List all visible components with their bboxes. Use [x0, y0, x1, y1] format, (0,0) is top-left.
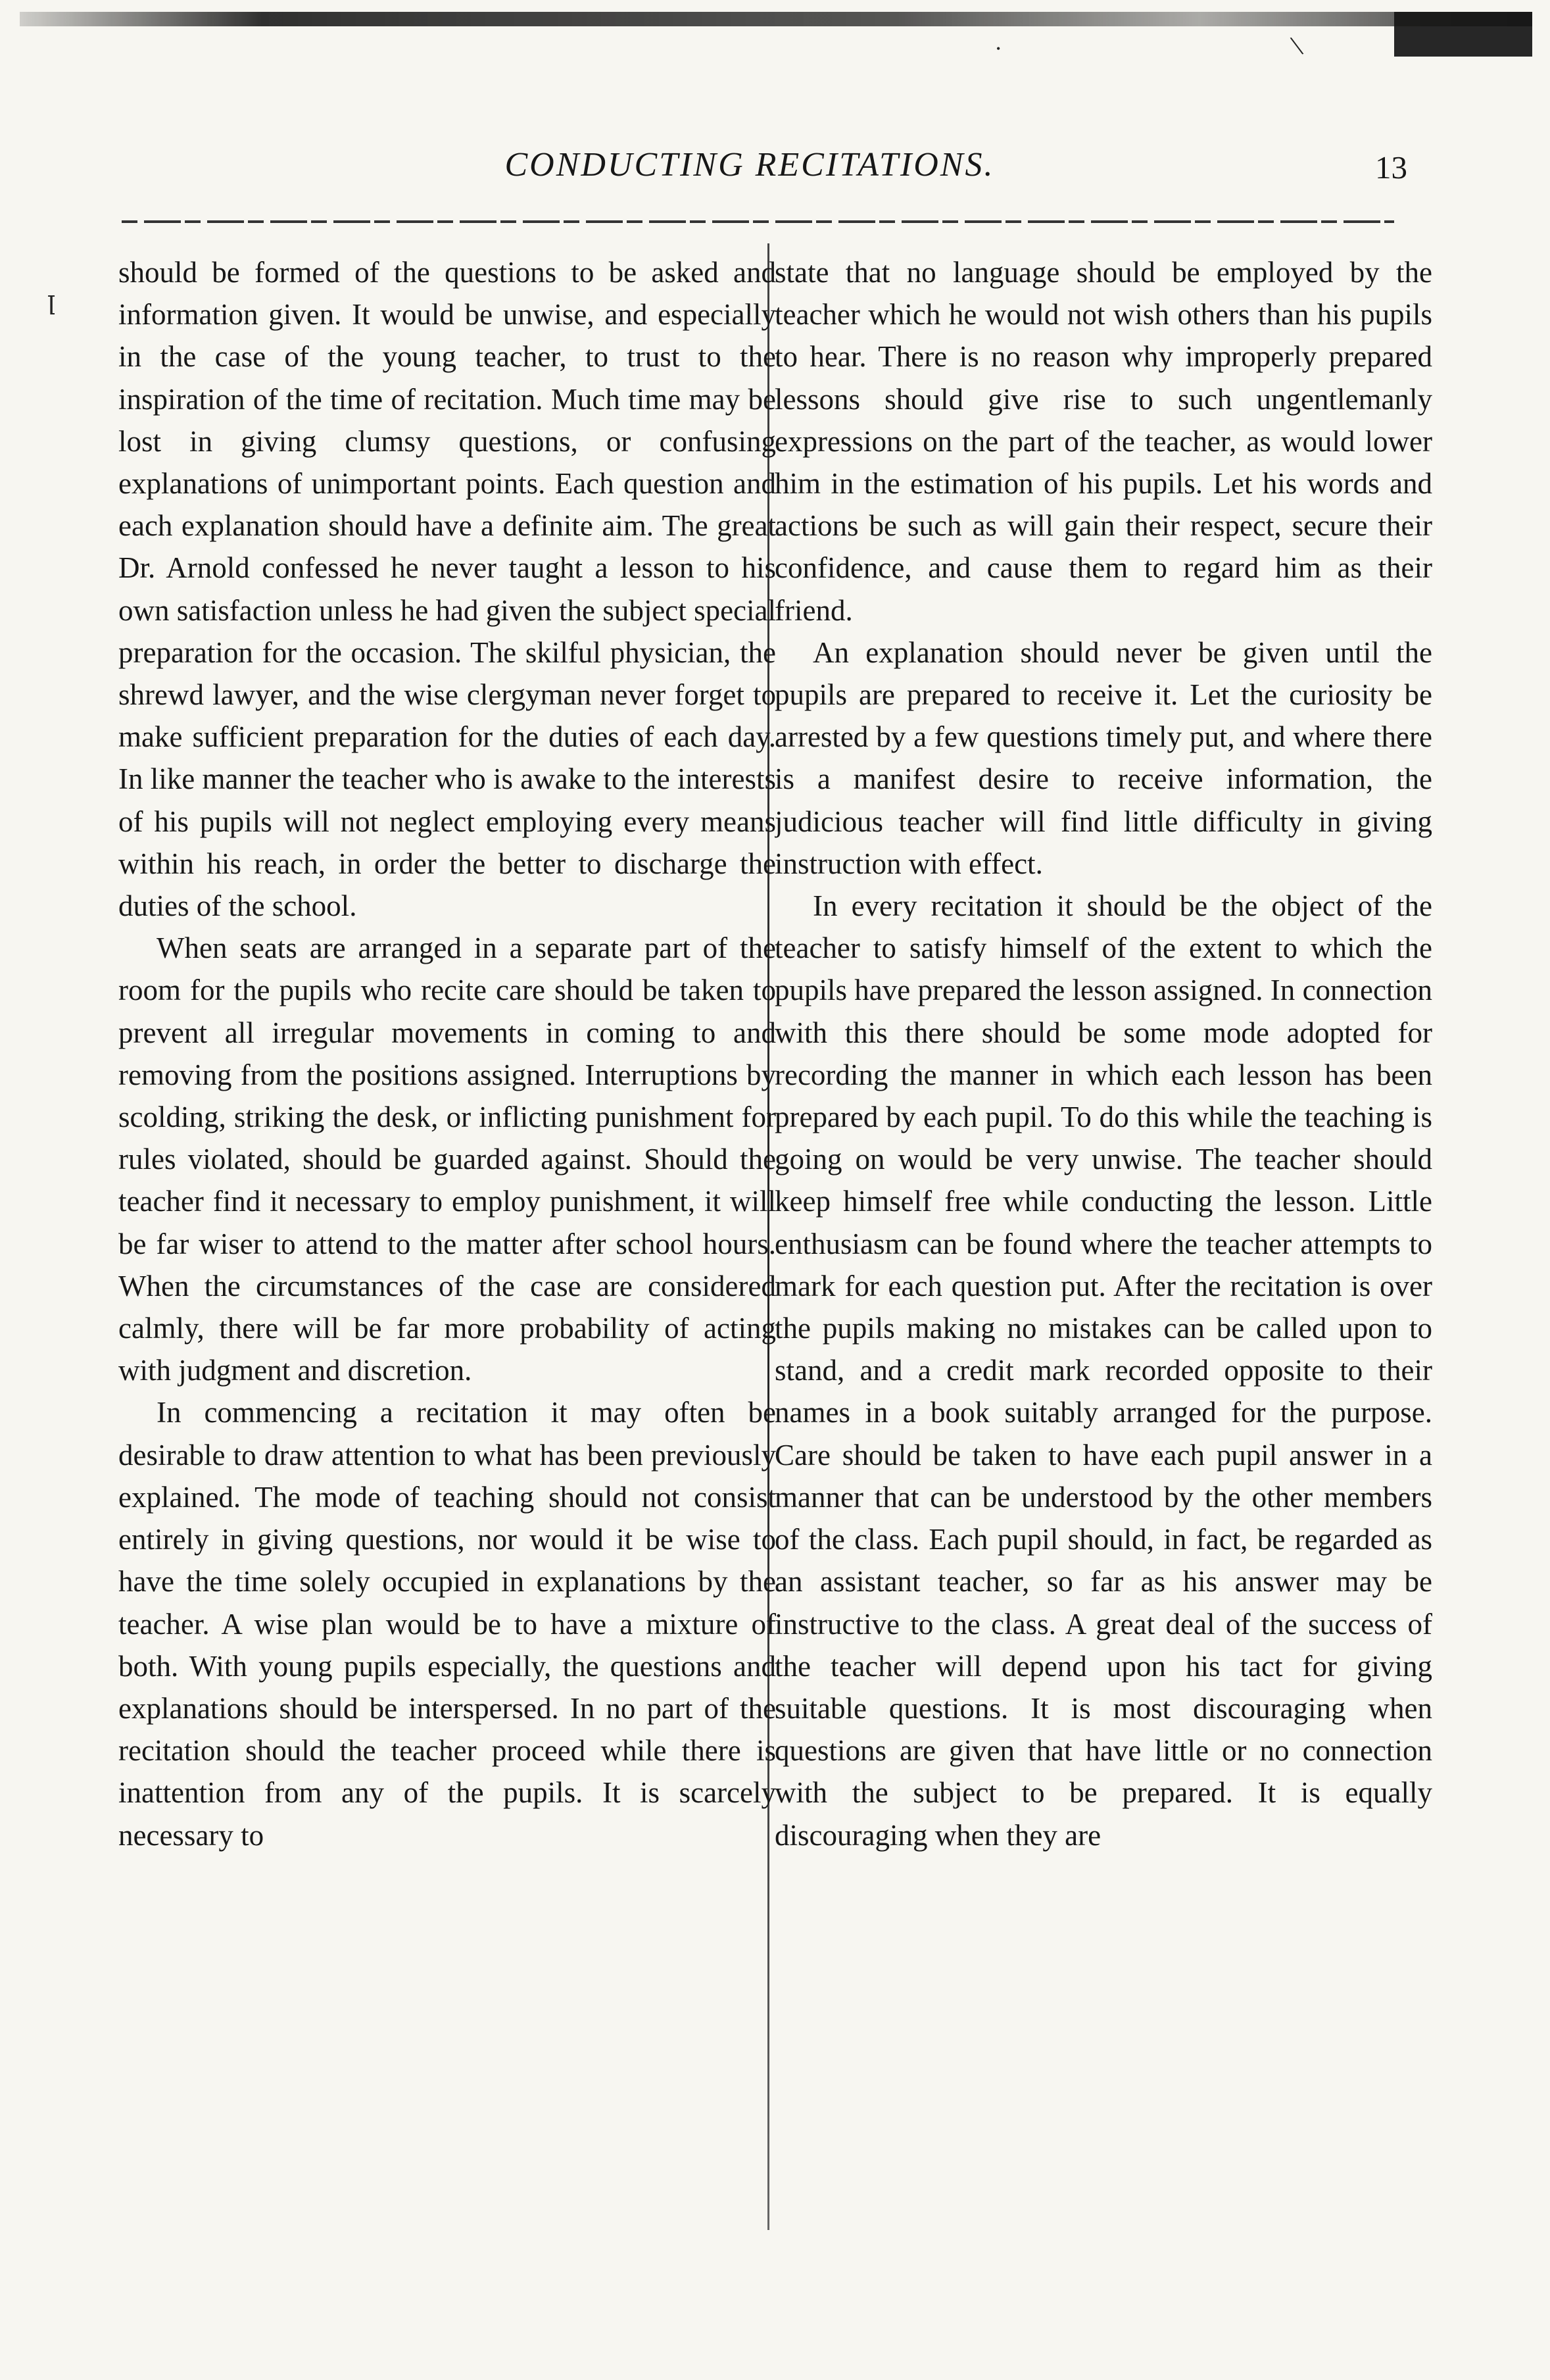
right-paragraph-1: state that no language should be employed by the teacher which he would not wish others than his pupils to hear. There is no reason why improperly prepared lessons should give rise to such ungentlemanly expressions on the part of the teacher, as would lower him in the estimation of his pupils. Let his words and actions be such as will gain their respect, secure their confidence, and cause them to regard him as their friend.: [775, 256, 1432, 627]
page-number: 13: [1375, 149, 1407, 186]
running-title: CONDUCTING RECITATIONS.: [504, 146, 995, 184]
scanned-top-border: [20, 12, 1532, 26]
right-paragraph-3: In every recitation it should be the object of the teacher to satisfy himself of the extent to which the pupils have prepared the lesson assigned. In connection with this there should be some mode adopted for recording the manner in which each lesson has been prepared by each pupil. To do this while the teaching is going on would be very unwise. The teacher should keep himself free while conducting the lesson. Little enthusiasm can be found where the teacher attempts to mark for each question put. After the recitation is over the pupils making no mistakes can be called upon to stand, and a credit mark recorded opposite to their names in a book suitably arranged for the purpose. Care should be taken to have each pupil answer in a manner that can be understood by the other members of the class. Each pupil should, in fact, be regarded as an assistant teacher, so far as his answer may be instructive to the class. A great deal of the success of the teacher will depend upon his tact for giving suitable questions. It is most discouraging when questions are given that have little or no connection with the subject to be prepared. It is equally discouraging when they are: [775, 889, 1432, 1852]
left-text-column: [118, 251, 776, 2231]
top-dot-mark: •: [996, 42, 1001, 55]
right-text-column: [775, 251, 1432, 2231]
left-margin-mark: ꞁ: [47, 287, 56, 314]
right-paragraph-2: An explanation should never be given until the pupils are prepared to receive it. Let the curiosity be arrested by a few questions timely put, and where there is a manifest desire to receive information, the judicious teacher will find little difficulty in giving instruction with effect.: [775, 635, 1432, 880]
left-paragraph-1: should be formed of the questions to be asked and information given. It would be unwise, and especially in the case of the young teacher, to trust to the inspiration of the time of recitation. Much time may be lost in giving clumsy questions, or confusing explanations of unimportant points. Each question and each explanation should have a definite aim. The great Dr. Arnold confessed he never taught a lesson to his own satisfaction unless he had given the subject special preparation for the occasion. The skilful physician, the shrewd lawyer, and the wise clergyman never forget to make sufficient preparation for the duties of each day. In like manner the teacher who is awake to the interests of his pupils will not neglect employing every means within his reach, in order the better to discharge the duties of the school.: [118, 256, 776, 923]
page-header: [125, 145, 1407, 211]
left-paragraph-3: In commencing a recitation it may often be desirable to draw attention to what has been previously explained. The mode of teaching should not consist entirely in giving questions, nor would it be wise to have the time solely occupied in explanations by the teacher. A wise plan would be to have a mixture of both. With young pupils especially, the questions and explanations should be interspersed. In no part of the recitation should the teacher proceed while there is inattention from any of the pupils. It is scarcely necessary to: [118, 1396, 776, 1852]
top-right-slash-mark: \: [1288, 29, 1306, 62]
left-paragraph-2: When seats are arranged in a separate part of the room for the pupils who recite care should be taken to prevent all irregular movements in coming to and removing from the positions assigned. Interruptions by scolding, striking the desk, or inflicting punishment for rules violated, should be guarded against. Should the teacher find it necessary to employ punishment, it will be far wiser to attend to the matter after school hours. When the circumstances of the case are considered calmly, there will be far more probability of acting with judgment and discretion.: [118, 931, 776, 1387]
header-rule: [122, 220, 1394, 223]
